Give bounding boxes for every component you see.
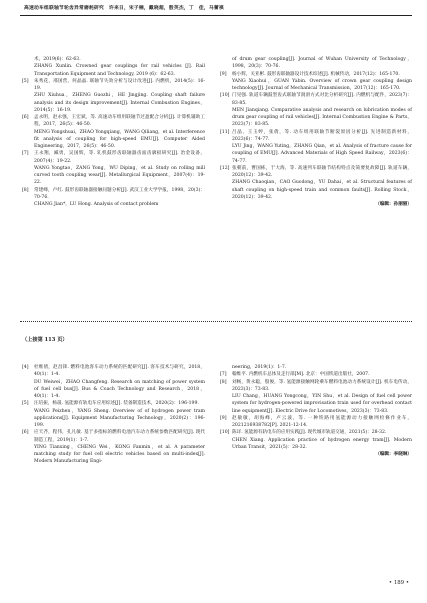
- reference-entry: [22, 92, 205, 114]
- reference-entry: [220, 379, 412, 394]
- header-rule: [20, 15, 412, 16]
- reference-text: MENG Yongshuai，ZHAO Yongqiang，WANG Qiliang，et al. Interference fit analysis of coupling for high-speed EMU[J]. Computer Aided Engineering，2017，26(5)：46-50.: [34, 129, 205, 149]
- reference-entry: [22, 63, 205, 78]
- reference-entry: [22, 444, 205, 466]
- reference-entry: [22, 114, 205, 129]
- reference-number: [11]: [220, 129, 230, 135]
- reference-entry: [220, 92, 412, 107]
- reference-entry: [220, 437, 412, 452]
- reference-entry: [22, 150, 205, 165]
- reference-text: 吕晶，王玉婷，张倩，等. 动车组用联轴节断裂原因分析[J]. 先进制造新材料，2023(6)：74-77.: [232, 129, 412, 142]
- reference-text: 孟永明，赵永强，王宏斌，等. 高速动车组用联轴节过盈配合分析[J]. 计算机辅助工程，2017，26(5)：46-50.: [34, 115, 205, 128]
- reference-entry: [22, 400, 205, 407]
- reference-entry: [220, 364, 412, 371]
- reference-entry: [220, 165, 412, 180]
- reference-text: WANG Peizhen，YANG Sheng. Overview of of hydrogen power tram applications[J]. Equipment Manufacturing Technology，2020(2)：196-199.: [34, 408, 205, 428]
- reference-text: 陈详. 氢能源有轨电车的应用实践[J]. 现代城市轨道交通，2021(5)：28-32.: [232, 430, 387, 436]
- reference-entry: [220, 143, 412, 165]
- running-header: 高速动车组联轴节轮齿异常磨耗研究 许来日，宋子楠，戴晓超，殷英杰，丁 佳，马蕾祺: [24, 5, 224, 11]
- reference-number: [12]: [220, 165, 230, 171]
- reference-text: WANG Yongtao，ZANG Yong，WU Diping，et al. Study on rolling mill curved tooth coupling wear[J]. Metallurgical Equipment，2007(4)：19-22.: [34, 165, 205, 186]
- reference-number: [8]: [220, 379, 227, 385]
- reference-entry: [220, 71, 412, 78]
- reference-text: 应天齐，程伟，孔凡敏. 基于多指标的燃料电池汽车动力系统参数匹配研究[J]. 现代制造工程，2019(1)：1-7.: [34, 430, 205, 443]
- reference-text: 常建峰，卢红. 鼓形齿联轴器接触问题分析[J]. 武汉工业大学学报，1998，20(3)：70-76.: [34, 187, 205, 200]
- reference-entry: [220, 415, 412, 430]
- reference-text: CHANG Jian*，LU Hong. Analysis of contact problem: [34, 202, 159, 207]
- reference-text: CHEN Xiang. Application practice of hydrogen energy tram[J]. Modern Urban Transit，2021(5)：28-32.: [232, 437, 412, 450]
- reference-entry: [22, 165, 205, 187]
- reference-entry: [22, 201, 205, 208]
- reference-text: LIU Chang，HUANG Yongcong，YIN Shu，et al. Design of fuel cell power system for hydrogen-powered improvisation train used for overhead contact line equipment[J]. Electric Drive for Locomotives，2023(3)：73-83.: [232, 394, 412, 414]
- references-bottom-right: [220, 364, 412, 458]
- reference-entry: [22, 408, 205, 430]
- reference-entry: [220, 429, 412, 436]
- reference-text: 翰维平. 内燃机车总体及走行部[M]. 北京：中国铁道出版社，2007.: [232, 372, 370, 378]
- reference-entry: [22, 429, 205, 444]
- editor-signature: （编辑：孙丽丽）: [375, 202, 412, 207]
- reference-number: [6]: [22, 115, 29, 120]
- reference-text: LYU Jing，WANG Yuting，ZHANG Qian，et al. Analysis of fracture cause for coupling of EMU[J]. Advanced Materials of High Speed Railway，2023(6)：74-77.: [232, 144, 412, 164]
- reference-entry: [22, 56, 205, 63]
- reference-entry: [22, 379, 205, 401]
- reference-entry: [220, 129, 412, 144]
- reference-text: ZHANG Xunlin. Crowned gear couplings for rail vehicles [J]. Rail Transportation Equipment and Technology, 2019 (6)：62-63.: [34, 64, 205, 77]
- reference-number: [8]: [22, 187, 29, 193]
- reference-text: 刘畅，黄永聪，殷俊，等. 氢能源接触网轮乘车燃料电池动力系统设计[J]. 机车电传动，2023(3)：73-83.: [232, 379, 412, 392]
- page-number: • 189 •: [388, 580, 409, 586]
- reference-number: [6]: [22, 430, 29, 436]
- reference-number: [5]: [22, 401, 29, 407]
- reference-text: DU Weiwei，ZHAO Changfeng. Research on matching of power system of fuel cell bus[J]. Bus & Coach Technology and Research，2018，40(1)：1-4.: [34, 379, 205, 399]
- reference-text: of drum gear coupling[J]. Journal of Wuhan University of Technology，1998，20(3)：70-76.: [232, 57, 412, 70]
- reference-entry: [22, 78, 205, 93]
- reference-number: [5]: [22, 78, 29, 84]
- continued-from-label: （上接第 113 页）: [22, 337, 68, 343]
- reference-text: YING Tianxing，CHENG Wei，KONG Fanmin，et al. A parameter matching study for fuel cell electric vehicles based on multi-index[J]. Modern Manufacturing Engi-: [34, 444, 205, 465]
- reference-number: [10]: [220, 430, 230, 436]
- reference-text: 张朝前，曹国栋，于大海，等. 高速列车联轴节结构特点及简要复故障[J]. 轨道车辆，2020(12)：39-42.: [232, 165, 412, 178]
- reference-text: neering，2019(1)：1-7.: [232, 365, 287, 370]
- reference-text: 朱秀花，邢国营，何晶晶. 联轴节失效分析与设计改进[J]. 内燃机，2014(5)：16-19.: [34, 78, 205, 91]
- reference-number: [7]: [220, 372, 227, 378]
- reference-entry: [220, 107, 412, 129]
- reference-entry: [220, 179, 412, 201]
- reference-number: [9]: [220, 71, 227, 77]
- references-top-right: [220, 56, 412, 208]
- references-top-left: [22, 56, 205, 208]
- reference-text: YANG Xiaohui，GUAN Yabin. Overview of crown gear coupling design technology[J]. Journal of Mechanical Transmission，2017(12)：165-170.: [232, 78, 412, 91]
- references-bottom-left: [22, 364, 205, 466]
- reference-text: MEN Jianqiang. Comparative analysis and research on lubrication modes of drum gear coupling of rail vehicles[J]. Internal Combustion Engine & Parts，2023(7)：83-85.: [232, 107, 412, 128]
- editor-signature: （编辑：李晓琳）: [375, 452, 412, 457]
- reference-text: ZHU Xiuhua，ZHENG Guozhi，HE Jingjing. Coupling shaft failure analysis and its design improvement[J]. Internal Combustion Engines，2014(5)：16-19.: [34, 93, 205, 113]
- reference-text: 杨小辉，关亚彬. 鼓形齿联轴器设计技术综述[J]. 机械传动，2017(12)：165-170.: [232, 71, 400, 77]
- section-divider: [20, 321, 412, 322]
- reference-entry: [22, 187, 205, 202]
- reference-text: 门见强. 轨道车辆鼓型齿式联轴节润滑方式对比分析研究[J]. 内燃机与配件，2023(7)：83-85.: [232, 93, 412, 106]
- reference-number: [9]: [220, 415, 227, 421]
- reference-text: 杜维倩，赵昌锋. 燃料电池客车动力系统的匹配研究[J]. 客车技术与研究，2018，40(1)：1-4.: [34, 365, 205, 378]
- reference-number: [10]: [220, 93, 230, 99]
- reference-entry: [220, 371, 412, 378]
- reference-entry: [220, 393, 412, 415]
- reference-text: 赵敏敏，胡海峰，卢云波，等. 一种铁路用氢能源动力接触网检修作业车，2021216938782[P]. 2021-12-14.: [232, 415, 412, 428]
- reference-entry: [22, 364, 205, 379]
- reference-entry: [22, 129, 205, 151]
- reference-number: [7]: [22, 151, 29, 157]
- reference-text: ZHANG Chaoqian，CAO Guodong，YU Dahai，et al. Structural features of shaft coupling on high-speed train and common faults[J]. Rolling Stock，2020(12)：39-42.: [232, 180, 412, 200]
- reference-text: 王永翔，臧勇，吴国辉，等. 轧机鼓形齿联轴器齿面齿廓损研究[J]. 冶金设备，2007(4)：19-22.: [34, 151, 205, 164]
- reference-entry: [220, 56, 412, 71]
- reference-number: [4]: [22, 365, 29, 370]
- reference-text: 术，2019(6)：62-63.: [34, 57, 81, 62]
- reference-text: 汪培振，杨晟. 氢能源有轨电车应用综述[J]. 装备制造技术，2020(2)：196-199.: [34, 401, 199, 407]
- reference-entry: [220, 78, 412, 93]
